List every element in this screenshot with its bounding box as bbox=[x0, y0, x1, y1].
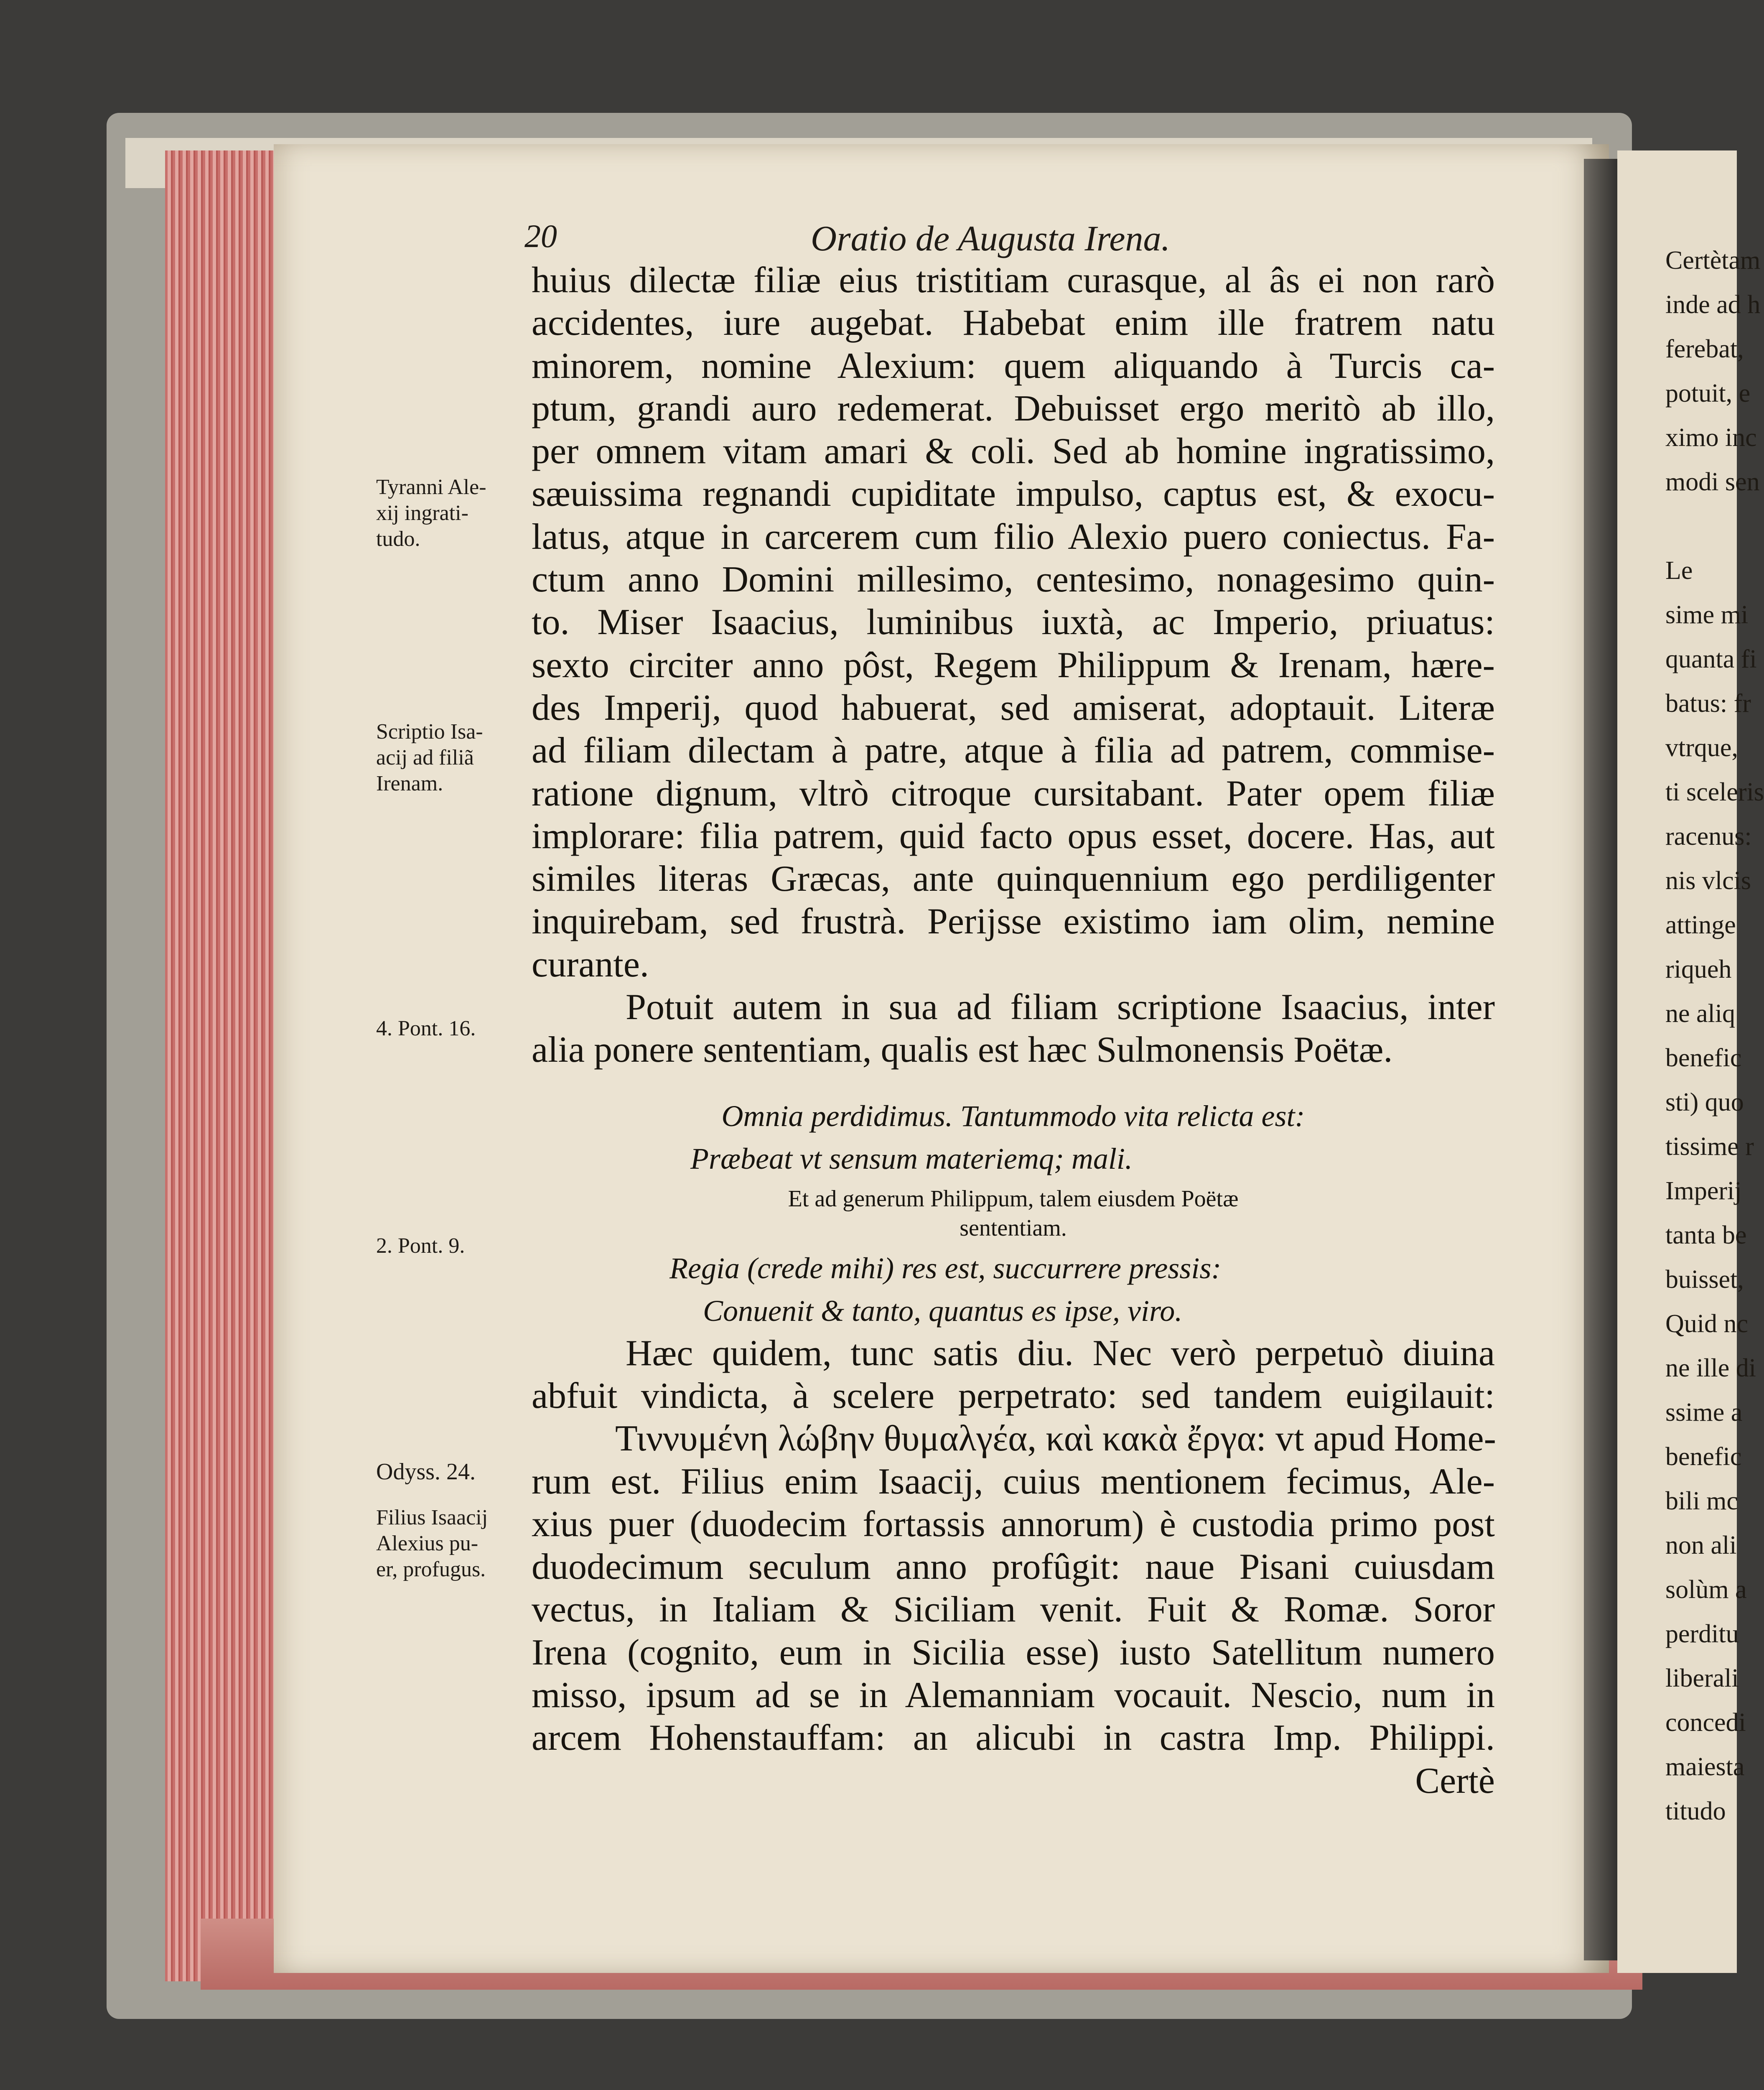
facing-line: ti sceleris bbox=[1665, 778, 1764, 806]
facing-line: benefic bbox=[1665, 1044, 1742, 1072]
prose-note-line: sententiam. bbox=[960, 1215, 1067, 1241]
text-line: to. Miser Isaacius, luminibus iuxtà, ac Imperio, priuatus: bbox=[532, 602, 1495, 643]
text-line: Potuit autem in sua ad filiam scriptione Isaacius, inter bbox=[626, 987, 1495, 1028]
text-line: abfuit vindicta, à scelere perpetrato: sed tandem euigilauit: bbox=[532, 1375, 1495, 1416]
facing-line: Le bbox=[1665, 556, 1693, 585]
margin-note bbox=[376, 1459, 552, 1485]
facing-line: tanta be bbox=[1665, 1221, 1747, 1249]
book-gutter bbox=[1584, 159, 1621, 1960]
margin-note bbox=[376, 1016, 552, 1042]
text-line: accidentes, iure augebat. Habebat enim ille fratrem natu bbox=[532, 303, 1495, 344]
text-line: ratione dignum, vltrò citroque cursitabant. Pater opem filiæ bbox=[532, 773, 1495, 814]
margin-note bbox=[376, 719, 552, 797]
text-line: ctum anno Domini millesimo, centesimo, nonagesimo quin- bbox=[532, 559, 1495, 600]
facing-line: maiesta bbox=[1665, 1753, 1745, 1781]
facing-line: ssime a bbox=[1665, 1398, 1743, 1427]
prose-note bbox=[532, 1180, 1495, 1247]
facing-line: liberali bbox=[1665, 1664, 1739, 1692]
facing-line: riqueh bbox=[1665, 955, 1732, 984]
facing-line: sime mi bbox=[1665, 601, 1749, 629]
facing-line: attinge bbox=[1665, 911, 1736, 939]
margin-note bbox=[376, 474, 552, 552]
text-line: sexto circiter anno pôst, Regem Philippum & Irenam, hære- bbox=[532, 645, 1495, 686]
main-text bbox=[532, 259, 1495, 1802]
facing-line: non ali bbox=[1665, 1531, 1737, 1560]
facing-line: potuit, e bbox=[1665, 379, 1751, 408]
facing-line: ximo inc bbox=[1665, 423, 1757, 452]
facing-line: modi sen bbox=[1665, 468, 1760, 496]
text-line: sæuissima regnandi cupiditate impulso, captus est, & exocu- bbox=[532, 474, 1495, 515]
facing-line: ferebat, bbox=[1665, 335, 1744, 363]
facing-line: quanta fi bbox=[1665, 645, 1757, 673]
facing-line: buisset, bbox=[1665, 1265, 1744, 1294]
margin-note-line: 2. Pont. 9. bbox=[376, 1234, 465, 1258]
facing-line: Quid nc bbox=[1665, 1310, 1749, 1338]
facing-line: tissime r bbox=[1665, 1132, 1754, 1161]
text-line: latus, atque in carcerem cum filio Alexio puero coniectus. Fa- bbox=[532, 516, 1495, 557]
margin-note-line: Odyss. 24. bbox=[376, 1459, 476, 1485]
facing-line: nis vlcis bbox=[1665, 867, 1751, 895]
facing-line: bili mc bbox=[1665, 1487, 1738, 1515]
margin-note bbox=[376, 1233, 552, 1259]
text-line: inquirebam, sed frustrà. Perijsse existimo iam olim, nemine bbox=[532, 901, 1495, 942]
facing-line: inde ad h bbox=[1665, 291, 1761, 319]
text-line: per omnem vitam amari & coli. Sed ab homine ingratissimo, bbox=[532, 431, 1495, 472]
blank-line bbox=[532, 1072, 1495, 1095]
margin-note-line: tudo. bbox=[376, 527, 420, 551]
facing-line: batus: fr bbox=[1665, 689, 1751, 718]
text-line: vectus, in Italiam & Siciliam venit. Fuit & Romæ. Soror bbox=[532, 1589, 1495, 1630]
facing-line: vtrque, bbox=[1665, 734, 1738, 762]
margin-note-line: xij ingrati- bbox=[376, 501, 468, 525]
margin-note-line: acij ad filiã bbox=[376, 746, 474, 770]
text-line: huius dilectæ filiæ eius tristitiam curasque, al âs ei non rarò bbox=[532, 260, 1495, 301]
text-line: des Imperij, quod habuerat, sed amiserat, adoptauit. Literæ bbox=[532, 687, 1495, 728]
facing-line: racenus: bbox=[1665, 822, 1752, 851]
text-line: ptum, grandi auro redemerat. Debuisset ergo meritò ab illo, bbox=[532, 388, 1495, 429]
facing-line: solùm a bbox=[1665, 1575, 1747, 1604]
margin-note-line: Irenam. bbox=[376, 772, 443, 795]
facing-line: ne ille di bbox=[1665, 1354, 1756, 1382]
catchword: Certè bbox=[1415, 1760, 1495, 1801]
text-line: minorem, nomine Alexium: quem aliquando à Turcis ca- bbox=[532, 345, 1495, 386]
margin-note-line: Alexius pu- bbox=[376, 1532, 479, 1555]
text-line: similes literas Græcas, ante quinquennium ego perdiligenter bbox=[532, 859, 1495, 900]
margin-note-line: Scriptio Isa- bbox=[376, 720, 483, 744]
text-line: arcem Hohenstauffam: an alicubi in castra Imp. Philippi. bbox=[532, 1718, 1495, 1759]
verse-line: Regia (crede mihi) res est, succurrere pressis: bbox=[669, 1251, 1222, 1285]
facing-line: Imperij bbox=[1665, 1177, 1742, 1205]
text-line: Τιννυμένη λώβην θυμαλγέα, καὶ κακὰ ἔργα: vt apud Home- bbox=[615, 1418, 1496, 1459]
facing-line bbox=[1665, 504, 1737, 548]
verse-line: Omnia perdidimus. Tantummodo vita relicta est: bbox=[721, 1099, 1305, 1133]
facing-line: sti) quo bbox=[1665, 1088, 1744, 1116]
margin-note-line: Tyranni Ale- bbox=[376, 475, 486, 499]
prose-note-line: Et ad generum Philippum, talem eiusdem Poëtæ bbox=[788, 1185, 1239, 1212]
verse-line: Præbeat vt sensum materiemq; mali. bbox=[690, 1142, 1133, 1175]
facing-line: benefic bbox=[1665, 1443, 1742, 1471]
facing-line: concedi bbox=[1665, 1708, 1746, 1737]
text-line: implorare: filia patrem, quid facto opus esset, docere. Has, aut bbox=[532, 816, 1495, 856]
margin-note bbox=[376, 1505, 552, 1583]
facing-line: perditu bbox=[1665, 1620, 1739, 1648]
margin-note-line: er, profugus. bbox=[376, 1557, 486, 1581]
margin-note-line: 4. Pont. 16. bbox=[376, 1017, 476, 1040]
text-line: alia ponere sententiam, qualis est hæc Sulmonensis Poëtæ. bbox=[532, 1030, 1393, 1070]
text-line: Irena (cognito, eum in Sicilia esse) iusto Satellitum numero bbox=[532, 1632, 1495, 1673]
margin-note-line: Filius Isaacij bbox=[376, 1506, 488, 1529]
facing-line: ne aliq bbox=[1665, 999, 1735, 1028]
facing-line: Certètam bbox=[1665, 246, 1761, 275]
facing-line: titudo bbox=[1665, 1797, 1726, 1825]
text-line: Hæc quidem, tunc satis diu. Nec verò perpetuò diuina bbox=[626, 1333, 1495, 1374]
text-line: curante. bbox=[532, 944, 649, 985]
text-line: duodecimum seculum anno profûgit: naue Pisani cuiusdam bbox=[532, 1547, 1495, 1588]
text-line: rum est. Filius enim Isaacij, cuius mentionem fecimus, Ale- bbox=[532, 1461, 1495, 1502]
text-line: misso, ipsum ad se in Alemanniam vocauit. Nescio, num in bbox=[532, 1675, 1495, 1716]
text-line: ad filiam dilectam à patre, atque à filia ad patrem, commise- bbox=[532, 730, 1495, 771]
verse-line: Conuenit & tanto, quantus es ipse, viro. bbox=[703, 1294, 1183, 1328]
running-title: Oratio de Augusta Irena. bbox=[811, 218, 1170, 258]
page-number: 20 bbox=[524, 218, 557, 254]
text-line: xius puer (duodecim fortassis annorum) è custodia primo post bbox=[532, 1504, 1495, 1545]
facing-page-text bbox=[1665, 238, 1764, 1833]
